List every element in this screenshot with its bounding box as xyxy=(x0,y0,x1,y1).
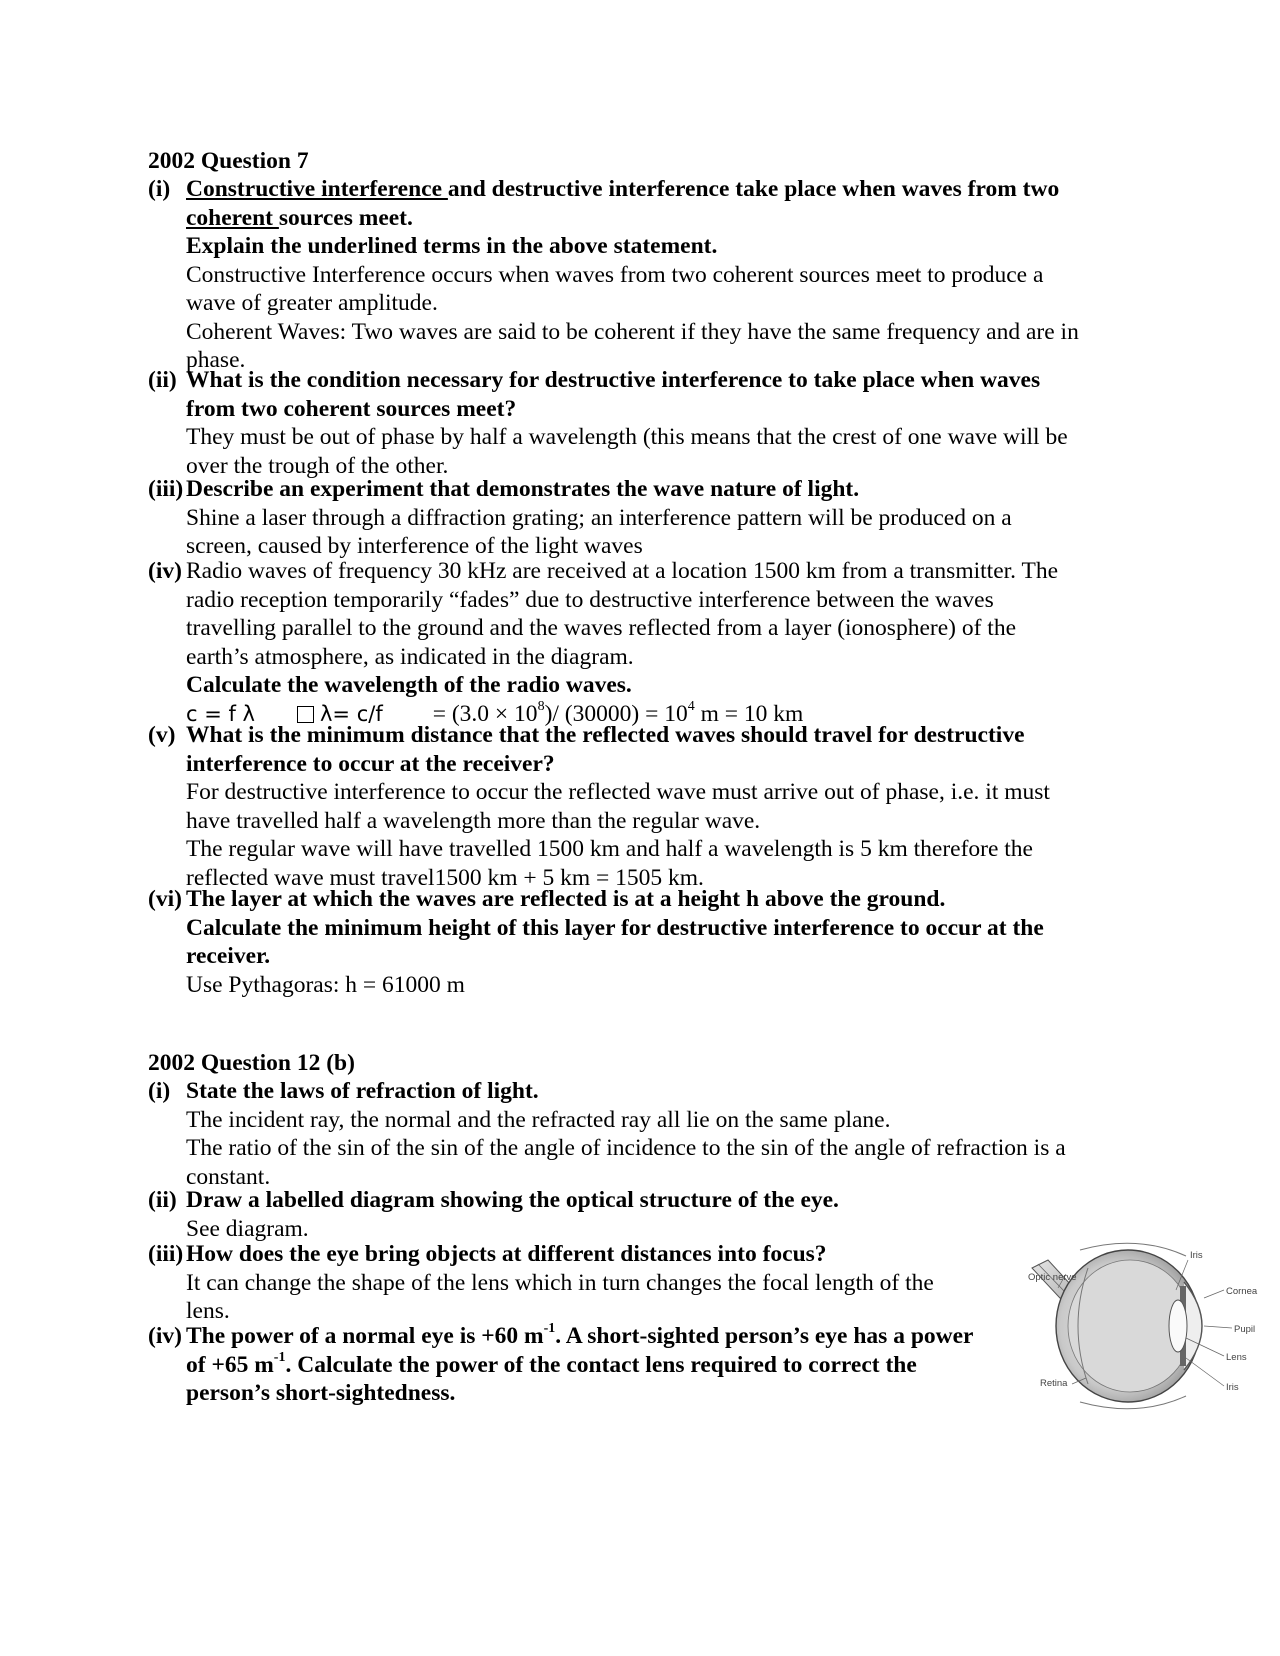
question-7-title: 2002 Question 7 xyxy=(148,148,309,174)
question-text: Describe an experiment that demonstrates the wave nature of light. xyxy=(186,476,860,502)
part-number: (iv) xyxy=(148,558,182,584)
question-text-part: . A short-sighted person’s eye has a power of +65 m xyxy=(186,1323,974,1378)
answer-text: It can change the shape of the lens which in turn changes the focal length of the lens. xyxy=(186,1269,934,1324)
question-12b-title: 2002 Question 12 (b) xyxy=(148,1050,355,1076)
answer-text: Constructive Interference occurs when waves from two coherent sources meet to produce a wave of greater amplitude. xyxy=(186,261,1044,316)
q12-part-i xyxy=(148,1077,1128,1191)
label-optic-nerve: Optic nerve xyxy=(1028,1272,1077,1283)
q7-part-i xyxy=(148,175,1128,375)
part-number: (vi) xyxy=(148,886,182,912)
eye-diagram xyxy=(1028,1238,1258,1414)
q7-part-vi xyxy=(148,885,1128,999)
q12-part-iv xyxy=(148,1322,1128,1408)
underlined-term: Constructive interference xyxy=(186,176,448,202)
question-text xyxy=(186,1322,986,1408)
lens-shape xyxy=(1169,1300,1187,1352)
q7-part-iii xyxy=(148,475,1128,561)
label-lens: Lens xyxy=(1226,1352,1247,1363)
question-instruction: Calculate the minimum height of this layer for destructive interference to occur at the receiver. xyxy=(186,914,1044,969)
q12-part-ii xyxy=(148,1186,1128,1243)
question-text xyxy=(186,175,1066,232)
answer-text: See diagram. xyxy=(186,1215,309,1242)
part-number: (ii) xyxy=(148,1187,177,1213)
label-cornea: Cornea xyxy=(1226,1286,1258,1297)
question-instruction: Explain the underlined terms in the above statement. xyxy=(186,233,718,259)
label-pupil: Pupil xyxy=(1234,1324,1256,1335)
part-number: (ii) xyxy=(148,367,177,393)
question-text: How does the eye bring objects at different distances into focus? xyxy=(186,1241,827,1267)
label-iris-bottom: Iris xyxy=(1226,1382,1239,1393)
equation-part: λ= c/f xyxy=(320,701,383,726)
answer-text: The regular wave will have travelled 1500 km and half a wavelength is 5 km therefore the reflected wave must travel1500 km + 5 km = 1505 km. xyxy=(186,836,1033,891)
equation-exponent: 4 xyxy=(687,698,695,714)
equation-part: = (3.0 × 10 xyxy=(432,700,538,727)
answer-text: The ratio of the sin of the sin of the angle of incidence to the sin of the angle of refraction is a constant. xyxy=(186,1135,1066,1190)
question-text: What is the minimum distance that the reflected waves should travel for destructive interference to occur at the receiver? xyxy=(186,722,1025,777)
q7-part-ii xyxy=(148,366,1128,480)
question-text: Radio waves of frequency 30 kHz are received at a location 1500 km from a transmitter. The radio reception temporarily “fades” due to destructive interference between the waves travelling parallel to the ground and the waves reflected from a layer (ionosphere) of the earth’s atmosphere, as indicated in the diagram. xyxy=(186,558,1059,670)
question-text-part: and destructive interference take place when waves from two xyxy=(447,176,1060,202)
question-text-part: The power of a normal eye is +60 m xyxy=(186,1323,544,1349)
answer-text: Coherent Waves: Two waves are said to be coherent if they have the same frequency and are in phase. xyxy=(186,318,1079,373)
part-number: (iii) xyxy=(148,476,184,502)
answer-text: They must be out of phase by half a wavelength (this means that the crest of one wave will be over the trough of the other. xyxy=(186,424,1068,479)
part-number: (i) xyxy=(148,176,171,202)
equation-part: )/ (30000) = 10 xyxy=(544,700,688,727)
label-iris-top: Iris xyxy=(1190,1250,1203,1261)
part-number: (v) xyxy=(148,722,176,748)
part-number: (iv) xyxy=(148,1323,182,1349)
question-text: Draw a labelled diagram showing the optical structure of the eye. xyxy=(186,1187,839,1213)
question-text-part: . Calculate the power of the contact lens required to correct the person’s short-sightedness. xyxy=(186,1351,917,1406)
answer-text: For destructive interference to occur the reflected wave must arrive out of phase, i.e. it must have travelled half a wavelength more than the regular wave. xyxy=(186,779,1050,834)
answer-text: The incident ray, the normal and the refracted ray all lie on the same plane. xyxy=(186,1106,891,1133)
q7-part-v xyxy=(148,721,1128,892)
answer-text: Shine a laser through a diffraction grating; an interference pattern will be produced on a screen, caused by interference of the light waves xyxy=(186,504,1012,559)
answer-text: Use Pythagoras: h = 61000 m xyxy=(186,971,465,998)
question-instruction: Calculate the wavelength of the radio waves. xyxy=(186,672,632,698)
unit-exponent: -1 xyxy=(543,1321,556,1337)
q12-part-iii xyxy=(148,1240,1128,1326)
unit-exponent: -1 xyxy=(273,1349,286,1365)
label-retina: Retina xyxy=(1040,1378,1068,1389)
equation-exponent: 8 xyxy=(537,698,545,714)
question-text: State the laws of refraction of light. xyxy=(186,1078,539,1104)
question-text-part: sources meet. xyxy=(278,204,413,231)
part-number: (i) xyxy=(148,1078,171,1104)
equation-part: m = 10 km xyxy=(694,700,804,727)
question-text: What is the condition necessary for destructive interference to take place when waves from two coherent sources meet? xyxy=(186,367,1041,422)
part-number: (iii) xyxy=(148,1241,184,1267)
question-text: The layer at which the waves are reflected is at a height h above the ground. xyxy=(186,886,946,912)
q7-part-iv xyxy=(148,557,1128,728)
box-symbol-icon xyxy=(297,706,314,723)
underlined-term: coherent xyxy=(186,204,279,231)
equation-part: c = f λ xyxy=(186,701,255,726)
